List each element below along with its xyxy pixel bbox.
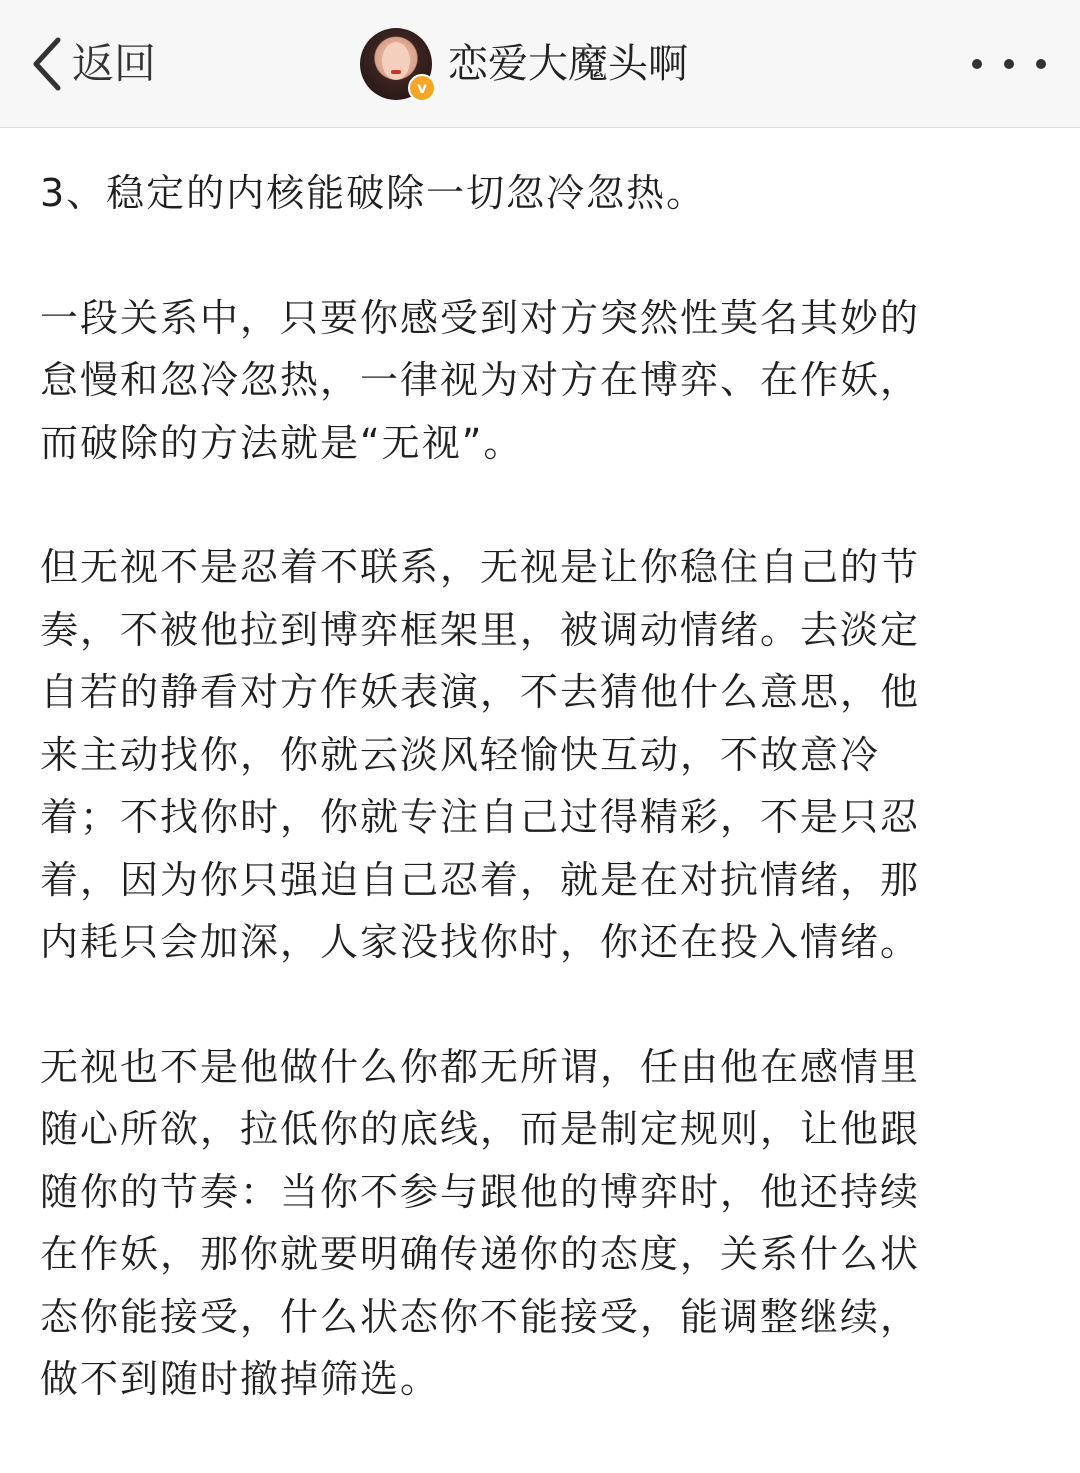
text-line: 而破除的方法就是“无视”。 [40, 420, 524, 465]
text-line: 无视也不是他做什么你都无所谓，任由他在感情里 [40, 1044, 921, 1089]
text-line: 内耗只会加深，人家没找你时，你还在投入情绪。 [40, 920, 921, 964]
text-line: 来主动找你，你就云淡风轻愉快互动，不故意冷 [40, 732, 881, 777]
avatar[interactable] [360, 28, 432, 100]
text-line: 3、稳定的内核能破除一切忽冷忽热。 [40, 171, 707, 215]
article-paragraph [40, 536, 1040, 974]
avatar-lips [391, 70, 401, 74]
more-dot [1004, 59, 1014, 69]
user-nickname[interactable]: 恋爱大魔头啊 [448, 41, 688, 87]
chevron-left-icon [28, 36, 64, 92]
more-dot [972, 59, 982, 69]
back-button[interactable] [28, 30, 156, 98]
text-line: 奏，不被他拉到博弈框架里，被调动情绪。去淡定 [40, 607, 921, 652]
text-line: 随心所欲，拉低你的底线，而是制定规则，让他跟 [40, 1107, 921, 1151]
text-line: 怠慢和忽冷忽热，一律视为对方在博弈、在作妖， [40, 358, 921, 402]
text-line: 在作妖，那你就要明确传递你的态度，关系什么状 [40, 1232, 921, 1276]
navigation-bar [0, 0, 1080, 128]
article-paragraph [40, 287, 1040, 475]
text-line: 但无视不是忍着不联系，无视是让你稳住自己的节 [40, 545, 921, 589]
verified-badge-icon: v [408, 74, 436, 102]
avatar-face [382, 42, 410, 80]
article-paragraph [40, 162, 1040, 225]
profile-header[interactable] [360, 26, 688, 102]
more-options-button[interactable] [972, 44, 1046, 84]
article-paragraph [40, 1036, 1040, 1411]
text-line: 着；不找你时，你就专注自己过得精彩，不是只忍 [40, 795, 921, 839]
text-line: 态你能接受，什么状态你不能接受，能调整继续， [40, 1294, 921, 1339]
text-line: 着，因为你只强迫自己忍着，就是在对抗情绪，那 [40, 857, 921, 902]
text-line: 做不到随时撤掉筛选。 [40, 1357, 441, 1401]
text-line: 随你的节奏：当你不参与跟他的博弈时，他还持续 [40, 1169, 921, 1214]
more-dot [1036, 59, 1046, 69]
text-line: 一段关系中，只要你感受到对方突然性莫名其妙的 [40, 295, 921, 340]
back-label: 返回 [72, 39, 157, 88]
text-line: 自若的静看对方作妖表演，不去猜他什么意思，他 [40, 670, 921, 714]
article-body [40, 162, 1040, 1473]
